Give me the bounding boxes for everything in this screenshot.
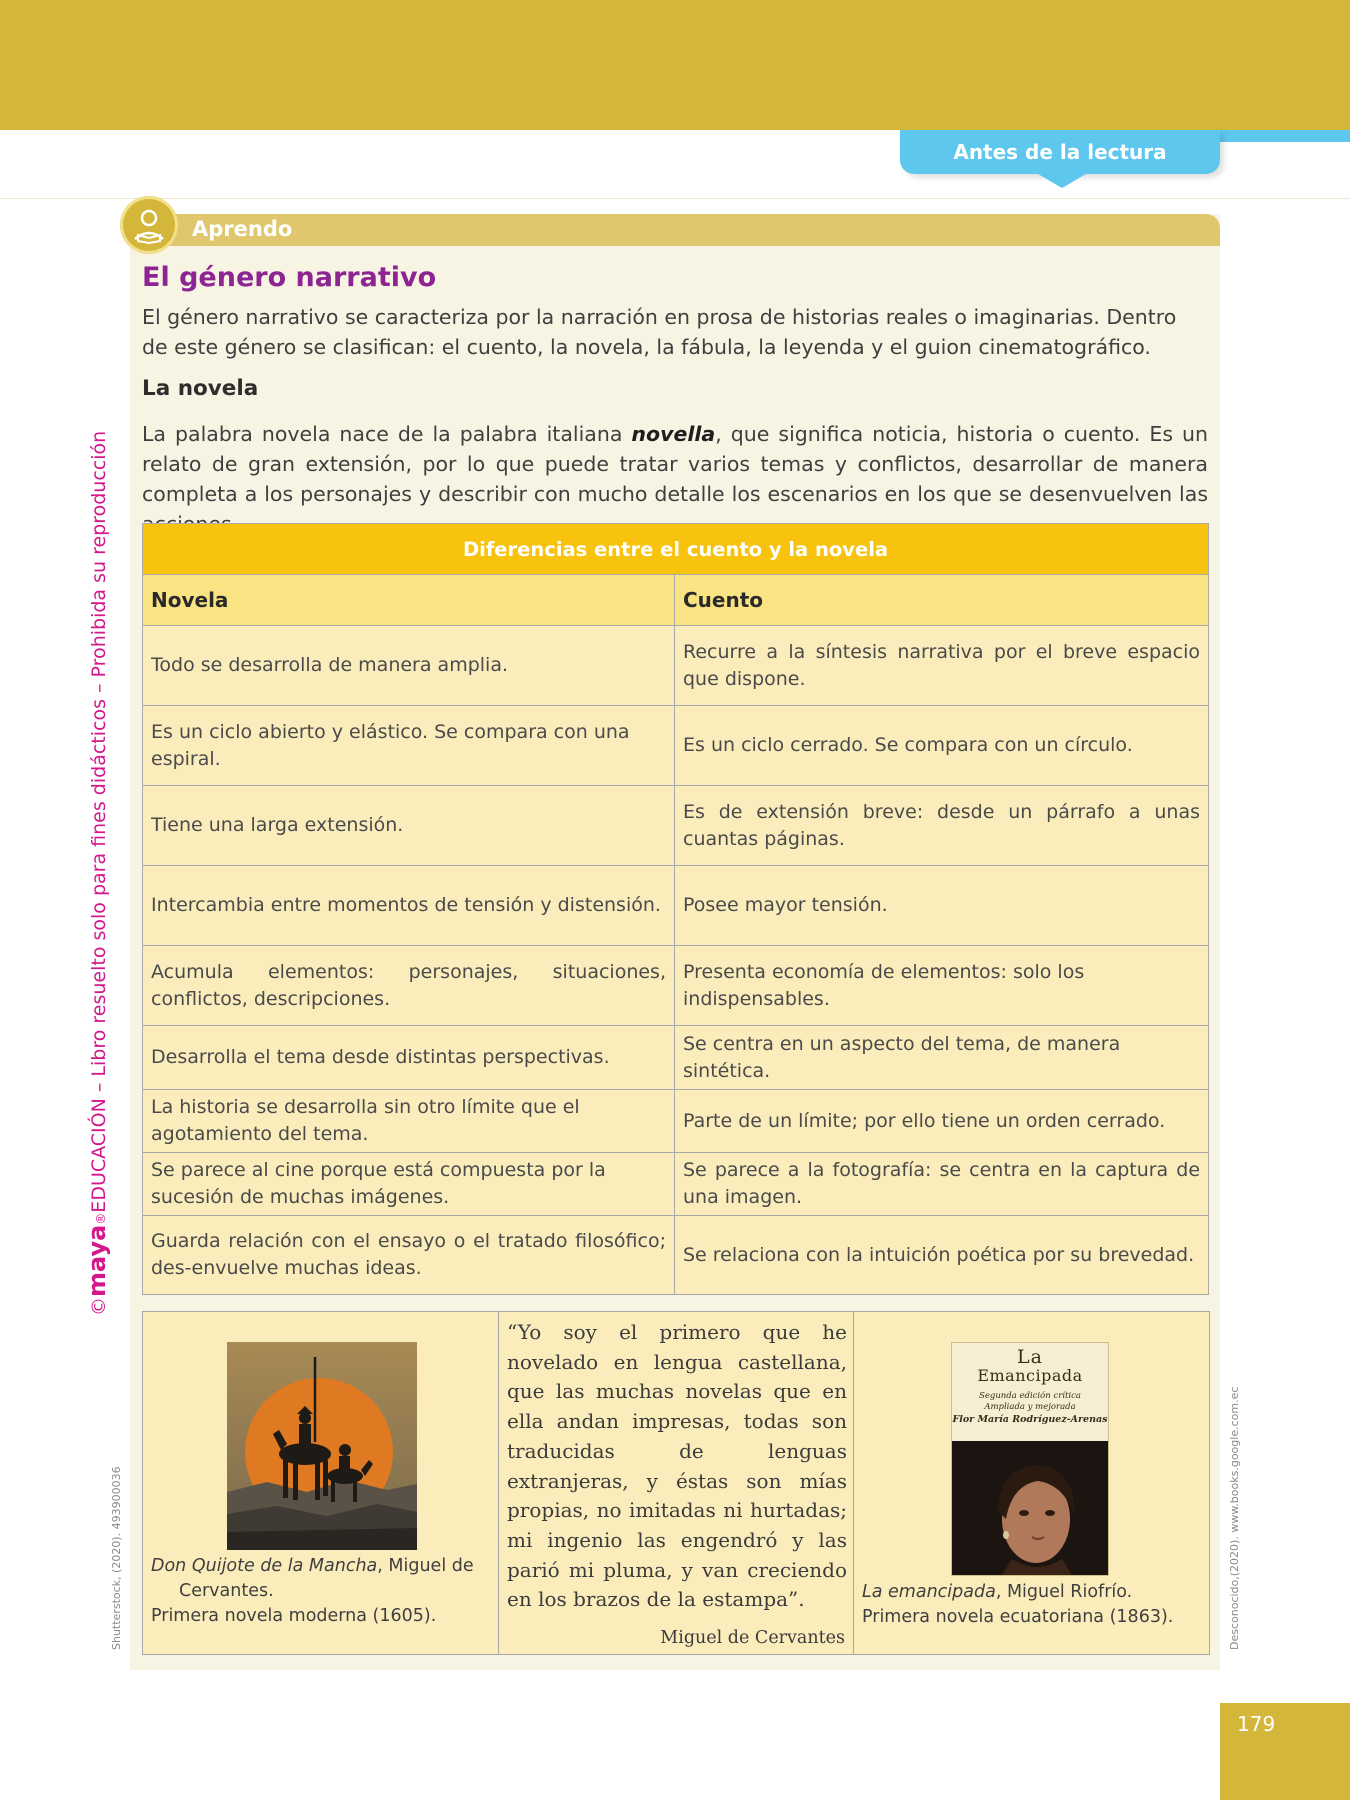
table-row (143, 786, 1209, 866)
table-row (143, 626, 1209, 706)
table-cell: Se parece al cine porque está compuesta por la sucesión de muchas imágenes. (143, 1153, 675, 1216)
notice-text: EDUCACIÓN – Libro resuelto solo para fines didácticos – Prohibida su reproducción (88, 430, 110, 1213)
book-subtitle-2: Ampliada y mejorada (984, 1402, 1076, 1412)
tab-pointer (1038, 174, 1086, 188)
cervantes-quote: “Yo soy el primero que he novelado en lengua castellana, que las muchas novelas que en ella andan impresas, todas son traducidas de lenguas extranjeras, y éstas son mías propias, no imitadas ni hurtadas; mi ingenio las engendró y las parió mi pluma, y van creciendo en los brazos de la estampa”. (507, 1320, 847, 1612)
book-cover (951, 1342, 1109, 1576)
table-row (143, 1153, 1209, 1216)
novela-text-after: , que significa noticia, historia o cuento. Es un relato de gran extensión, por lo que puede tratar varios temas y conflictos, desarrollar de manera completa a los personajes y describir con mucho detalle los escenarios en los que se desenvuelven las (142, 422, 1208, 506)
intro-paragraph: El género narrativo se caracteriza por la narración en prosa de historias reales o imaginarias. Dentro de este género se clasifican: el cuento, la novela, la fábula, la leyenda y el guion cinematográfico. (142, 305, 1177, 359)
emancipada-author: , Miguel Riofrío. (995, 1582, 1133, 1602)
table-cell: Se parece a la fotografía: se centra en la captura de una imagen. (675, 1153, 1209, 1216)
book-editor: Flor María Rodríguez-Arenas (952, 1414, 1108, 1425)
book-subtitle-1: Segunda edición crítica (979, 1391, 1081, 1401)
table-cell: Es un ciclo abierto y elástico. Se compara con una espiral. (143, 706, 675, 786)
emancipada-note: Primera novela ecuatoriana (1863). (862, 1607, 1174, 1627)
examples-box (142, 1311, 1210, 1655)
tab-strip (1200, 130, 1350, 142)
table-cell: Es de extensión breve: desde un párrafo a unas cuantas páginas. (675, 786, 1209, 866)
table-cell: Acumula elementos: personajes, situaciones, conflictos, descripciones. (143, 946, 675, 1026)
section-tab-label: Antes de la lectura (953, 140, 1167, 164)
reader-icon (120, 196, 178, 254)
emancipada-title: La emancipada (862, 1582, 996, 1602)
box-header-label: Aprendo (192, 217, 293, 241)
table-row (143, 1090, 1209, 1153)
box-header-bar (152, 214, 1220, 246)
image-credit-right: Desconocido,(2020). www.books.google.com.ec (1228, 1386, 1241, 1650)
table-cell: Presenta economía de elementos: solo los indispensables. (675, 946, 1209, 1026)
table-cell: Recurre a la síntesis narrativa por el breve espacio que dispone. (675, 626, 1209, 706)
quote-author: Miguel de Cervantes (660, 1628, 845, 1648)
top-band (0, 0, 1350, 130)
section-tab[interactable] (900, 130, 1220, 174)
table-row (143, 1216, 1209, 1295)
table-row (143, 1026, 1209, 1090)
differences-table (142, 523, 1209, 1295)
quijote-illustration (227, 1342, 417, 1550)
quijote-column (143, 1312, 499, 1654)
emancipada-column (854, 1312, 1209, 1654)
column-header-cuento: Cuento (675, 575, 1209, 626)
brand-name: maya (83, 1224, 111, 1297)
novela-paragraph (142, 419, 1208, 539)
table-cell: Posee mayor tensión. (675, 866, 1209, 946)
novela-emphasis: novella (631, 422, 716, 446)
book-title-line1: La (1017, 1346, 1043, 1368)
image-credit-left: Shutterstock, (2020). 493900036 (110, 1466, 123, 1650)
table-cell: Desarrolla el tema desde distintas perspectivas. (143, 1026, 675, 1090)
table-cell: Todo se desarrolla de manera amplia. (143, 626, 675, 706)
quijote-caption (151, 1554, 491, 1629)
table-row (143, 946, 1209, 1026)
table-cell: Tiene una larga extensión. (143, 786, 675, 866)
column-header-novela: Novela (143, 575, 675, 626)
page-title: El género narrativo (142, 262, 437, 293)
emancipada-caption (862, 1580, 1202, 1630)
quijote-author-a: , Miguel de (377, 1556, 474, 1576)
section-subtitle: La novela (142, 376, 259, 401)
quijote-title: Don Quijote de la Mancha (151, 1556, 378, 1576)
table-cell: Guarda relación con el ensayo o el tratado filosófico; des-envuelve muchas ideas. (143, 1216, 675, 1295)
table-caption: Diferencias entre el cuento y la novela (143, 524, 1209, 575)
divider (0, 198, 1350, 199)
table-cell: Se relaciona con la intuición poética por su brevedad. (675, 1216, 1209, 1295)
registered-symbol: ® (94, 1212, 108, 1225)
table-cell: La historia se desarrolla sin otro límite que el agotamiento del tema. (143, 1090, 675, 1153)
copyright-notice (83, 430, 111, 1316)
novela-text-before: La palabra novela nace de la palabra italiana (142, 422, 632, 446)
table-cell: Es un ciclo cerrado. Se compara con un círculo. (675, 706, 1209, 786)
page-number: 179 (1237, 1712, 1276, 1736)
quijote-note: Primera novela moderna (1605). (151, 1606, 437, 1626)
table-cell: Parte de un límite; por ello tiene un orden cerrado. (675, 1090, 1209, 1153)
quijote-author-b: Cervantes. (179, 1581, 274, 1601)
portrait-illustration (952, 1441, 1108, 1575)
copyright-symbol: © (88, 1297, 110, 1316)
table-row (143, 706, 1209, 786)
quote-column (499, 1312, 854, 1654)
table-cell: Se centra en un aspecto del tema, de manera sintética. (675, 1026, 1209, 1090)
table-cell: Intercambia entre momentos de tensión y distensión. (143, 866, 675, 946)
table-row (143, 866, 1209, 946)
book-cover-header (952, 1343, 1108, 1441)
book-title-line2: Emancipada (977, 1366, 1083, 1385)
